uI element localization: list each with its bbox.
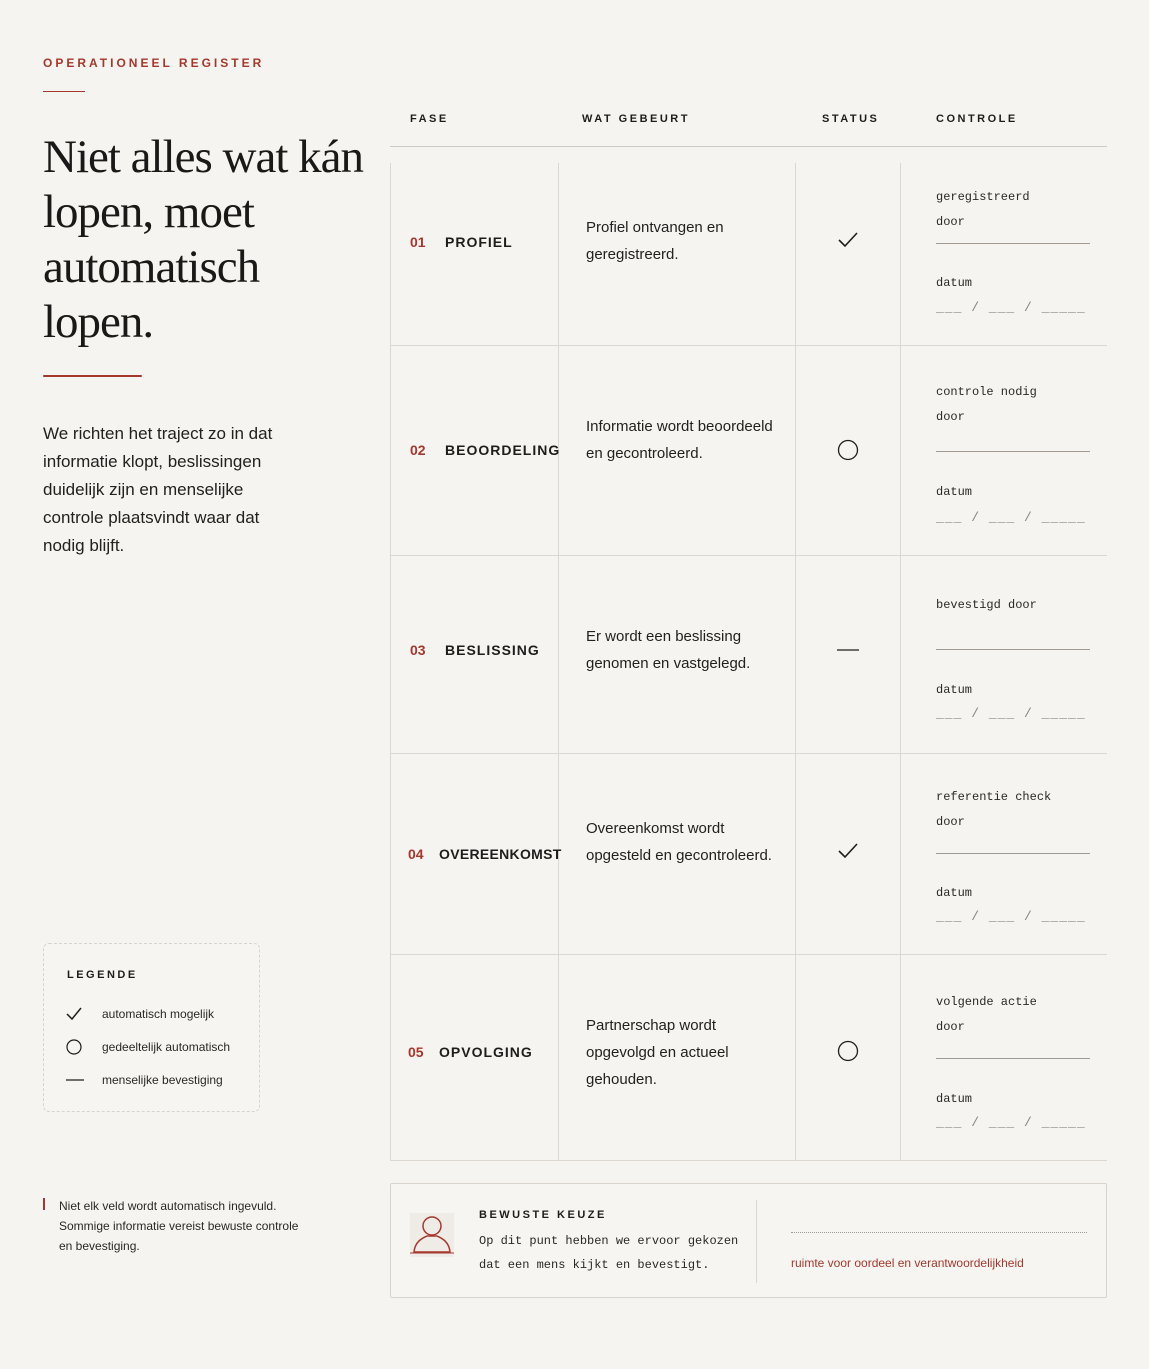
control-label: bevestigd door — [936, 598, 1037, 612]
signature-line[interactable] — [936, 1058, 1090, 1059]
dash-icon — [836, 638, 860, 662]
control-label: geregistreerd door — [936, 190, 1030, 229]
table-row — [390, 754, 1107, 955]
eyebrow-label: OPERATIONEEL REGISTER — [43, 56, 265, 70]
phase-name: OPVOLGING — [439, 1044, 533, 1060]
choice-footnote: ruimte voor oordeel en verantwoordelijkheid — [791, 1256, 1024, 1270]
phase-description: Overeenkomst wordt opgesteld en gecontroleerd. — [586, 820, 772, 864]
phase-description: Er wordt een beslissing genomen en vastgelegd. — [586, 628, 751, 672]
date-label: datum — [936, 886, 973, 900]
check-icon — [836, 228, 860, 252]
table-row — [390, 346, 1107, 556]
control-label: referentie check door — [936, 790, 1052, 829]
legend-item — [66, 1070, 256, 1090]
person-icon — [409, 1212, 455, 1258]
phase-name: OVEREENKOMST — [439, 846, 562, 862]
column-header-status: STATUS — [822, 113, 880, 125]
column-header-wat-gebeurt: WAT GEBEURT — [582, 113, 690, 125]
title-rule — [43, 375, 142, 377]
footnote: Niet elk veld wordt automatisch ingevuld. Sommige informatie vereist bewuste controle en bevestiging. — [59, 1199, 299, 1253]
check-icon — [836, 839, 860, 863]
table-row — [390, 955, 1107, 1161]
date-field[interactable]: ___ / ___ / _____ — [936, 300, 1086, 315]
legend-label: gedeeltelijk automatisch — [102, 1040, 231, 1054]
control-label: controle nodig door — [936, 385, 1037, 424]
legend-label: automatisch mogelijk — [102, 1007, 215, 1021]
choice-text: Op dit punt hebben we ervoor gekozen dat een mens kijkt en bevestigt. — [479, 1234, 739, 1272]
circle-icon — [836, 438, 860, 462]
column-header-fase: FASE — [410, 113, 449, 125]
phase-name: PROFIEL — [445, 234, 513, 250]
phase-name: BEOORDELING — [445, 442, 561, 458]
date-label: datum — [936, 683, 973, 697]
phase-description: Partnerschap wordt opgevolgd en actueel gehouden. — [586, 1017, 729, 1088]
phase-description: Profiel ontvangen en geregistreerd. — [586, 219, 724, 263]
table-row — [390, 147, 1107, 346]
phase-number: 02 — [410, 442, 426, 458]
signature-line[interactable] — [936, 649, 1090, 650]
legend-label: menselijke bevestiging — [102, 1073, 223, 1087]
check-icon — [66, 1007, 102, 1021]
phase-number: 05 — [408, 1044, 424, 1060]
date-label: datum — [936, 1092, 973, 1106]
dotted-line — [791, 1232, 1087, 1233]
footnote-marker — [43, 1198, 45, 1210]
page-title: Niet alles wat kán lopen, moet automatisch lopen. — [43, 131, 364, 348]
date-field[interactable]: ___ / ___ / _____ — [936, 510, 1086, 525]
date-field[interactable]: ___ / ___ / _____ — [936, 1115, 1086, 1130]
circle-icon — [836, 1039, 860, 1063]
control-label: volgende actie door — [936, 995, 1037, 1034]
date-label: datum — [936, 276, 973, 290]
date-field[interactable]: ___ / ___ / _____ — [936, 706, 1086, 721]
legend-item — [66, 1004, 256, 1024]
phase-name: BESLISSING — [445, 642, 540, 658]
signature-line[interactable] — [936, 451, 1090, 452]
legend — [43, 943, 260, 1112]
dash-icon — [66, 1078, 102, 1082]
legend-item — [66, 1037, 256, 1057]
table-row — [390, 556, 1107, 754]
phase-number: 04 — [408, 846, 424, 862]
phase-number: 01 — [410, 234, 426, 250]
intro-text: We richten het traject zo in dat informatie klopt, beslissingen duidelijk zijn en menselijke controle plaatsvindt waar dat nodig blijft. — [43, 424, 273, 555]
signature-line[interactable] — [936, 853, 1090, 854]
date-field[interactable]: ___ / ___ / _____ — [936, 909, 1086, 924]
choice-divider — [756, 1200, 757, 1283]
conscious-choice-box — [390, 1183, 1107, 1298]
circle-icon — [66, 1039, 102, 1055]
signature-line[interactable] — [936, 243, 1090, 244]
phase-number: 03 — [410, 642, 426, 658]
choice-title: BEWUSTE KEUZE — [479, 1209, 607, 1221]
date-label: datum — [936, 485, 973, 499]
legend-title: LEGENDE — [67, 969, 138, 981]
phase-description: Informatie wordt beoordeeld en gecontroleerd. — [586, 418, 773, 462]
eyebrow-rule — [43, 91, 85, 92]
column-header-controle: CONTROLE — [936, 113, 1018, 125]
